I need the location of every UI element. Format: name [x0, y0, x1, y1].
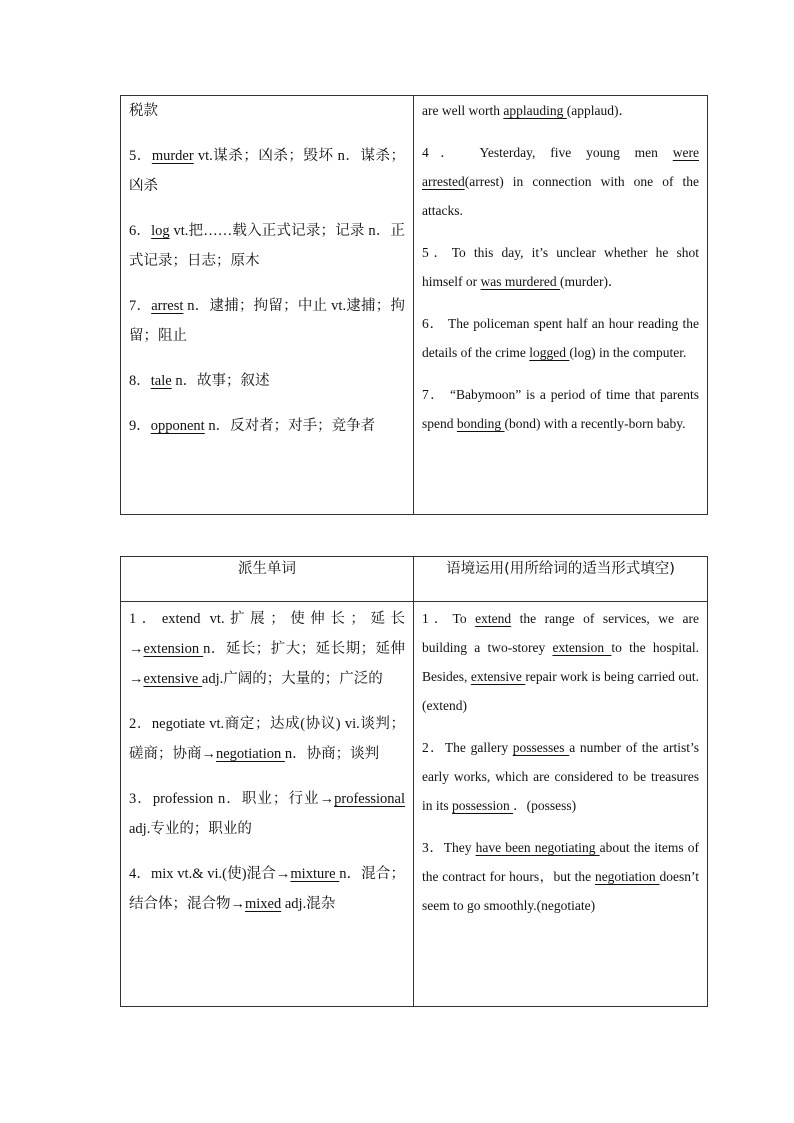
exercise-sentence-text: 7． “Babymoon” is a period of time that parents spend	[422, 387, 699, 431]
vocab-table-1	[120, 95, 708, 515]
answer-blank: applauding	[503, 103, 567, 118]
context-sentence-text: 2．The gallery	[422, 740, 513, 755]
vocab-entry-text: 6．	[129, 223, 152, 239]
vocab-entry	[129, 366, 405, 396]
answer-blank: mixed	[245, 896, 282, 912]
vocab-entry	[129, 96, 405, 126]
answer-blank: were arrested	[422, 145, 699, 189]
answer-blank: possession	[452, 798, 514, 813]
exercise-sentence-text: 6． The policeman spent half an hour reading the details of the crime	[422, 316, 699, 360]
answer-blank: opponent	[150, 418, 205, 434]
derived-word-entry-text: n．延长；扩大；延长期；延伸→	[129, 641, 405, 687]
context-sentence-text: about the items of the contract for hours，but the	[422, 840, 699, 884]
vocab-list-cell	[121, 96, 414, 515]
context-sentence	[422, 604, 699, 720]
exercise-sentence-text: are well worth	[422, 103, 504, 118]
derived-words-cell	[121, 602, 414, 1007]
context-sentence-text: doesn’t seem to go smoothly.(negotiate)	[422, 869, 699, 913]
derived-word-entry-text: n．协商；谈判	[284, 746, 380, 762]
derived-word-entry-text: 4．mix vt.& vi.(使)混合→	[129, 866, 291, 882]
vocab-entry-text: 7．	[129, 298, 152, 314]
context-sentence-text: to the hospital. Besides,	[422, 640, 700, 684]
answer-blank: extensive	[470, 669, 526, 684]
answer-blank: have been negotiating	[475, 840, 600, 855]
vocab-entry-text: n．故事；叙述	[171, 373, 270, 389]
vocab-entry	[129, 216, 405, 276]
derived-word-entry-text: 3．profession n．职业；行业→	[129, 791, 335, 807]
answer-blank: murder	[151, 148, 194, 164]
vocab-entry	[129, 411, 405, 441]
answer-blank: negotiation	[216, 746, 285, 762]
answer-blank: tale	[150, 373, 172, 389]
derived-word-entry	[129, 859, 405, 919]
derived-word-entry	[129, 709, 405, 769]
answer-blank: logged	[529, 345, 570, 360]
exercise-sentence-text: (bond) with a recently-born baby.	[504, 416, 686, 431]
exercise-sentence-text: (log) in the computer.	[569, 345, 687, 360]
derived-word-entry-text: n．混合；结合体；混合物→	[129, 866, 406, 912]
answer-blank: mixture	[290, 866, 340, 882]
answer-blank: professional	[334, 791, 405, 807]
derived-word-entry-text: adj.专业的；职业的	[129, 821, 252, 837]
exercise-sentence	[422, 96, 699, 125]
context-usage-cell	[414, 602, 708, 1007]
exercise-sentence	[422, 238, 699, 296]
vocab-entry	[129, 141, 405, 201]
derived-word-entry-text: adj.混杂	[281, 896, 336, 912]
context-sentence-text: a number of the artist’s early works, which are considered to be treasures in its	[422, 740, 699, 813]
exercise-sentence	[422, 309, 699, 367]
answer-blank: negotiation	[594, 869, 660, 884]
exercise-sentence-text: 5．To this day, it’s unclear whether he shot himself or	[422, 245, 699, 289]
context-sentence-text: 1．To	[422, 611, 476, 626]
context-sentence	[422, 833, 699, 920]
exercise-sentence-text: (arrest) in connection with one of the attacks.	[422, 174, 699, 218]
context-sentence-text: 3．They	[422, 840, 476, 855]
vocab-entry-text: 8．	[129, 373, 151, 389]
derived-word-entry-text: 2．negotiate vt.商定；达成(协议) vi.谈判；磋商；协商→	[129, 716, 405, 762]
vocab-entry-text: 5．	[129, 148, 152, 164]
answer-blank: extension	[552, 640, 612, 655]
exercise-sentence-text: 4． Yesterday, five young men	[422, 145, 673, 160]
answer-blank: possesses	[512, 740, 570, 755]
vocab-entry-text: n．反对者；对手；竞争者	[204, 418, 376, 434]
answer-blank: bonding	[456, 416, 505, 431]
derived-word-entry	[129, 604, 405, 694]
vocab-entry-text: n．逮捕；拘留；中止 vt.逮捕；拘留；阻止	[129, 298, 406, 344]
context-sentence	[422, 733, 699, 820]
answer-blank: log	[151, 223, 170, 239]
exercise-sentence	[422, 380, 699, 438]
vocab-entry-text: 9．	[129, 418, 151, 434]
header-derived-words: 派生单词	[121, 557, 414, 602]
exercise-sentence-text: (murder)．	[559, 274, 622, 289]
derived-word-entry-text: 1．extend vt.扩展；使伸长；延长→	[129, 611, 405, 657]
derived-word-entry-text: adj.广阔的；大量的；广泛的	[201, 671, 383, 687]
vocab-entry	[129, 291, 405, 351]
vocab-entry-text: vt.谋杀；凶杀；毁坏 n．谋杀；凶杀	[129, 148, 406, 194]
vocab-entry-text: vt.把……载入正式记录；记录 n．正式记录；日志；原木	[129, 223, 406, 269]
vocab-entry-text: 税款	[129, 103, 158, 119]
answer-blank: arrest	[151, 298, 184, 314]
derived-word-entry	[129, 784, 405, 844]
header-context-usage: 语境运用(用所给词的适当形式填空)	[414, 557, 708, 602]
exercise-sentence	[422, 138, 699, 225]
vocab-table-2	[120, 556, 708, 1007]
answer-blank: extend	[475, 611, 512, 626]
context-sentence-text: ．(possess)	[513, 798, 577, 813]
context-sentence-text: the range of services, we are building a two-storey	[422, 611, 699, 655]
exercise-sentence-text: (applaud)．	[566, 103, 632, 118]
context-sentence-text: repair work is being carried out.(extend)	[422, 669, 700, 713]
answer-blank: extension	[143, 641, 204, 657]
answer-blank: extensive	[143, 671, 202, 687]
exercise-cell	[414, 96, 708, 515]
answer-blank: was murdered	[480, 274, 560, 289]
